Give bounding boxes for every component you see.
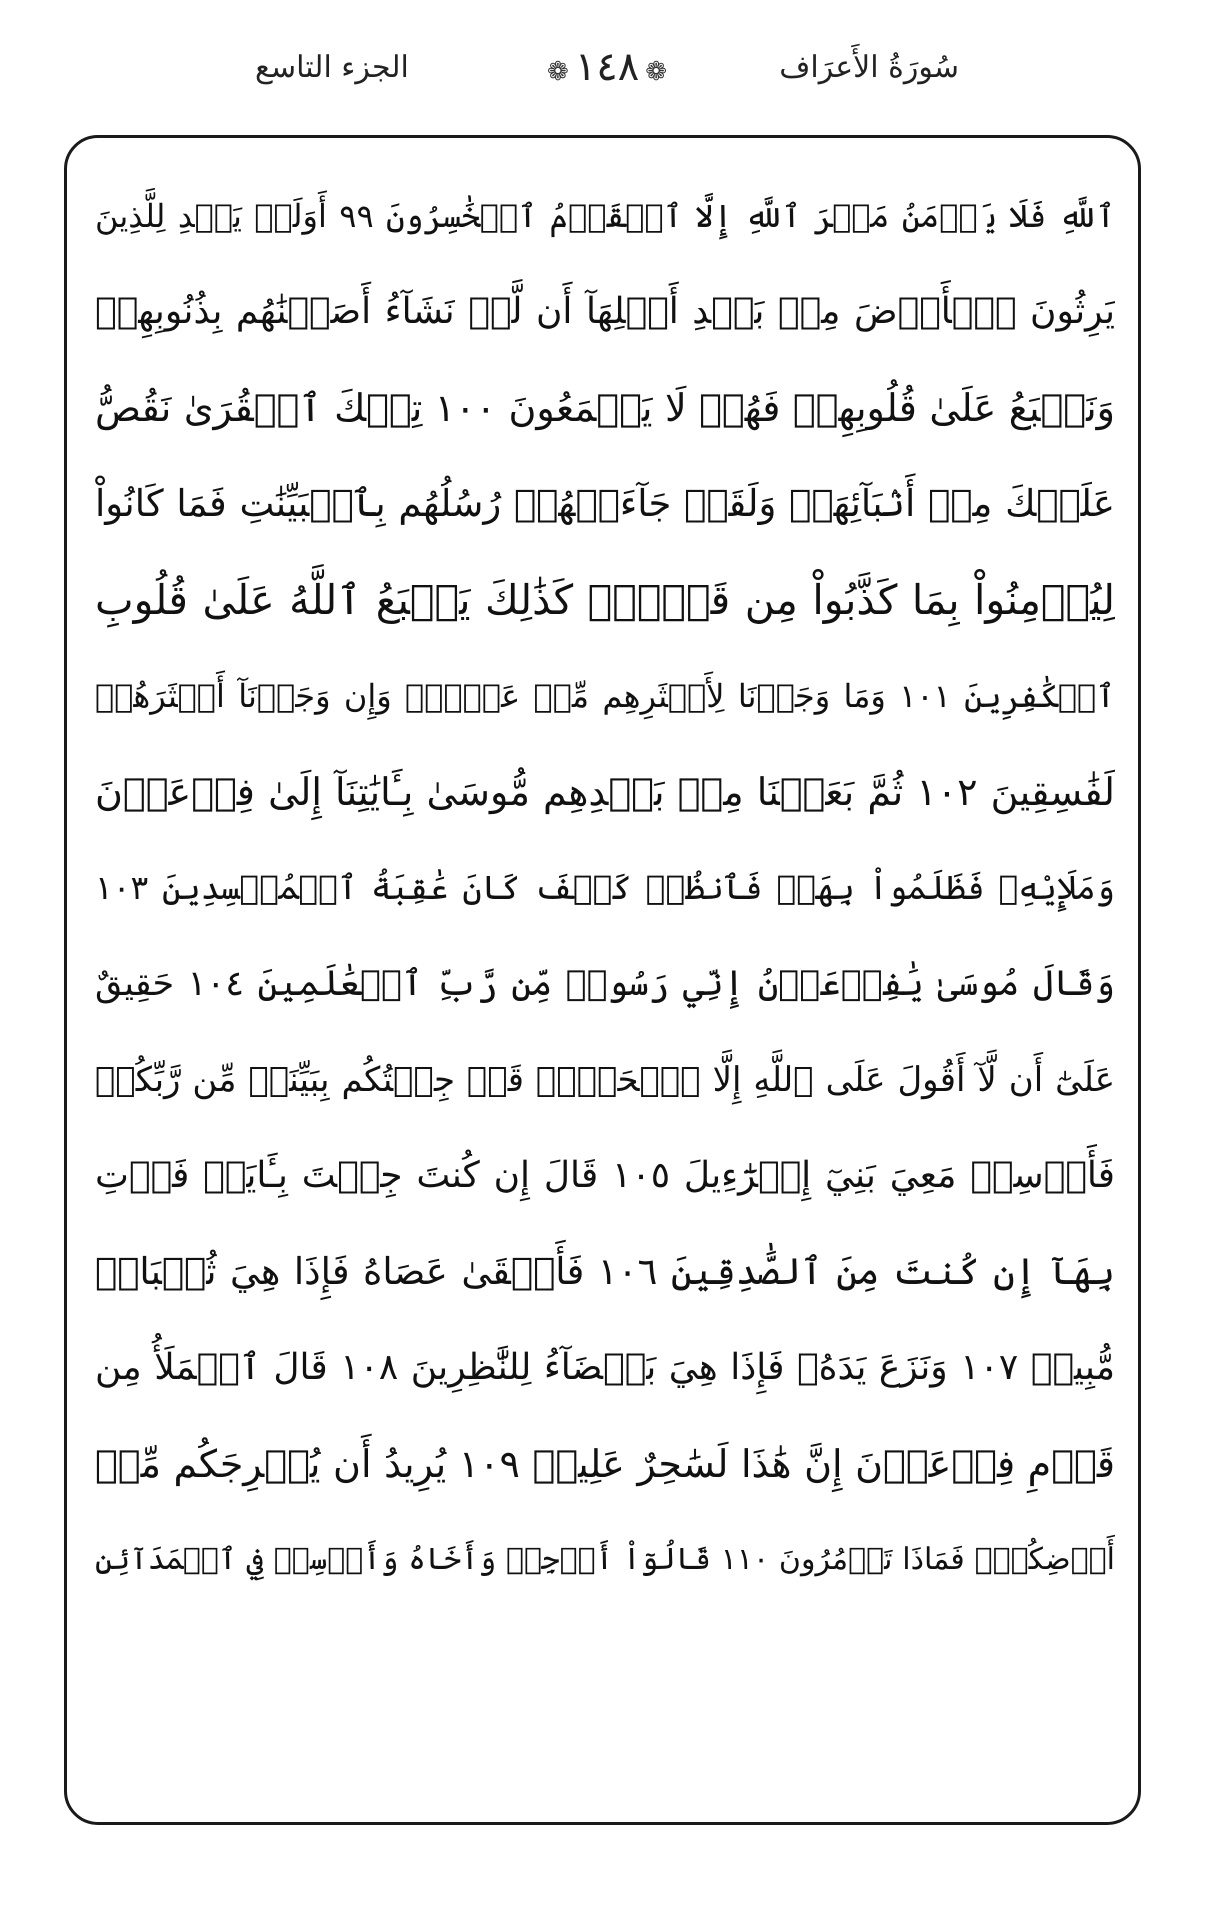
text-line-12: بِهَآ إِن كُنتَ مِنَ ٱلصَّٰدِقِينَ ١٠٦ فَأَلۡقَىٰ عَصَاهُ فَإِذَا هِيَ ثُعۡبَانٞ [95,1250,1115,1293]
quran-text [95,168,1115,1608]
text-line-6: ٱلۡكَٰفِرِينَ ١٠١ وَمَا وَجَدۡنَا لِأَكۡثَرِهِم مِّنۡ عَهۡدٖۖ وَإِن وَجَدۡنَآ أَكۡثَرَهُمۡ [95,677,1115,715]
text-line-8: وَمَلَإِيْهِۦ فَظَلَمُواْ بِهَاۖ فَٱنظُرۡ كَيۡفَ كَانَ عَٰقِبَةُ ٱلۡمُفۡسِدِينَ ١٠٣ [95,868,1115,907]
page-header [0,40,1214,100]
text-line-1: ٱللَّهِ فَلَا يَأۡمَنُ مَكۡرَ ٱللَّهِ إِلَّا ٱلۡقَوۡمُ ٱلۡخَٰسِرُونَ ٩٩ أَوَلَمۡ يَهۡدِ لِلَّذِينَ [95,197,1115,235]
text-line-9: وَقَالَ مُوسَىٰ يَٰفِرۡعَوۡنُ إِنِّي رَسُولٞ مِّن رَّبِّ ٱلۡعَٰلَمِينَ ١٠٤ حَقِيقٌ [95,964,1115,1004]
page-number: ١٤٨ [574,44,640,90]
text-line-2: يَرِثُونَ ٱلۡأَرۡضَ مِنۢ بَعۡدِ أَهۡلِهَآ أَن لَّوۡ نَشَآءُ أَصَبۡنَٰهُم بِذُنُوبِهِمۡ [95,291,1115,332]
text-line-15: أَرۡضِكُمۡۖ فَمَاذَا تَأۡمُرُونَ ١١٠ قَالُوٓاْ أَرۡجِهۡ وَأَخَاهُ وَأَرۡسِلۡ فِي ٱلۡمَدَآئِنِ [95,1542,1115,1577]
ornament-right-icon: ❁ [645,57,668,87]
text-line-11: فَأَرۡسِلۡ مَعِيَ بَنِيٓ إِسۡرَٰٓءِيلَ ١٠٥ قَالَ إِن كُنتَ جِئۡتَ بِـَٔايَةٖ فَأۡتِ [95,1155,1115,1196]
text-line-14: قَوۡمِ فِرۡعَوۡنَ إِنَّ هَٰذَا لَسَٰحِرٌ عَلِيمٞ ١٠٩ يُرِيدُ أَن يُخۡرِجَكُم مِّنۡ [95,1442,1115,1486]
text-line-3: وَنَطۡبَعُ عَلَىٰ قُلُوبِهِمۡ فَهُمۡ لَا يَسۡمَعُونَ ١٠٠ تِلۡكَ ٱلۡقُرَىٰ نَقُصُّ [95,386,1115,430]
text-line-13: مُّبِينٞ ١٠٧ وَنَزَعَ يَدَهُۥ فَإِذَا هِيَ بَيۡضَآءُ لِلنَّٰظِرِينَ ١٠٨ قَالَ ٱلۡمَلَأُ مِن [95,1347,1115,1388]
text-line-5: لِيُؤۡمِنُواْ بِمَا كَذَّبُواْ مِن قَبۡلُۚ كَذَٰلِكَ يَطۡبَعُ ٱللَّهُ عَلَىٰ قُلُوبِ [95,576,1115,624]
text-line-10: عَلَىٰٓ أَن لَّآ أَقُولَ عَلَى ٱللَّهِ إِلَّا ٱلۡحَقَّۚ قَدۡ جِئۡتُكُم بِبَيِّنَةٖ مِّن رَّبِّكُمۡ [95,1060,1115,1100]
page-number-block [0,44,1214,90]
text-line-7: لَفَٰسِقِينَ ١٠٢ ثُمَّ بَعَثۡنَا مِنۢ بَعۡدِهِم مُّوسَىٰ بِـَٔايَٰتِنَآ إِلَىٰ فِرۡعَوۡنَ [95,770,1115,814]
juz-name: الجزء التاسع [255,50,409,85]
surah-name: سُورَةُ الأَعرَاف [779,50,959,85]
ornament-left-icon: ❁ [546,57,569,87]
text-line-4: عَلَيۡكَ مِنۡ أَنۢبَآئِهَاۚ وَلَقَدۡ جَآءَتۡهُمۡ رُسُلُهُم بِٱلۡبَيِّنَٰتِ فَمَا كَانُواْ [95,482,1115,525]
